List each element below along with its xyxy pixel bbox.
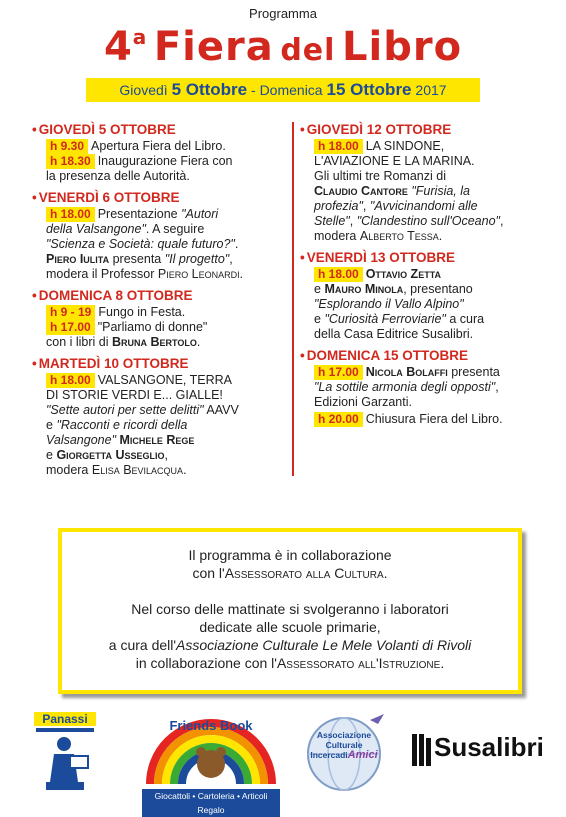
event-title: "Curiosità Ferroviarie" bbox=[324, 312, 446, 326]
title-libro: Libro bbox=[342, 24, 463, 70]
event-text: modera bbox=[314, 229, 357, 243]
event bbox=[46, 207, 282, 282]
sponsor-logos bbox=[0, 704, 566, 815]
box-text: Assessorato all'Istruzione bbox=[276, 655, 441, 671]
day-heading: • VENERDÌ 13 OTTOBRE bbox=[300, 250, 456, 265]
author-name: Giorgetta Usseglio bbox=[56, 448, 165, 462]
box-line bbox=[62, 564, 518, 582]
event-text: Presentazione bbox=[97, 207, 178, 221]
event-text: Edizioni Garzanti. bbox=[314, 395, 412, 409]
event-text: e bbox=[46, 418, 53, 432]
event-text: , bbox=[164, 448, 168, 462]
event-text: . bbox=[183, 463, 187, 477]
event-title: "Avvicinandomi alle bbox=[369, 199, 478, 213]
event-title: Stelle" bbox=[314, 214, 350, 228]
event-text: Chiusura Fiera del Libro. bbox=[365, 412, 503, 426]
event-title: "Scienza e Società: quale futuro?" bbox=[46, 237, 235, 251]
event-text: Fungo in Festa. bbox=[98, 305, 186, 319]
day-label: DOMENICA 15 OTTOBRE bbox=[306, 348, 469, 363]
book-icon bbox=[412, 734, 432, 766]
author-name: Claudio Cantore bbox=[314, 184, 408, 198]
event-title: "Clandestino sull'Oceano" bbox=[356, 214, 500, 228]
event-title: profezia" bbox=[314, 199, 363, 213]
event-text: . bbox=[239, 267, 244, 281]
susalibri-text: Susalibri bbox=[434, 732, 544, 762]
event-text: , bbox=[495, 380, 499, 394]
event-title: Valsangone" bbox=[46, 433, 117, 447]
collaboration-box bbox=[58, 528, 522, 694]
day-heading: • DOMENICA 15 OTTOBRE bbox=[300, 348, 469, 363]
assoc-line bbox=[300, 750, 388, 760]
event-title: "Sette autori per sette delitti" bbox=[46, 403, 204, 417]
author-name: Nicola Bolaffi bbox=[365, 365, 448, 379]
dates-banner bbox=[86, 78, 480, 102]
event-text: , bbox=[349, 214, 354, 228]
day-heading: • GIOVEDÌ 5 OTTOBRE bbox=[32, 122, 176, 137]
dates-mid: - Domenica bbox=[251, 82, 323, 98]
event bbox=[46, 320, 282, 350]
event-text: e bbox=[46, 448, 53, 462]
event-text: e bbox=[314, 312, 321, 326]
event-title: "Racconti e ricordi della bbox=[56, 418, 188, 432]
title-fiera: Fiera bbox=[153, 24, 274, 70]
event-text: e bbox=[314, 282, 321, 296]
panassi-figure-icon bbox=[34, 726, 96, 792]
box-text: . bbox=[440, 655, 445, 671]
box-line: dedicate alle scuole primarie, bbox=[199, 619, 381, 635]
event-text: LA SINDONE, bbox=[365, 139, 445, 153]
event bbox=[46, 305, 282, 320]
event-hour: h 17.00 bbox=[46, 320, 95, 335]
event-title: "La sottile armonia degli opposti" bbox=[314, 380, 496, 394]
event-title: "Autori bbox=[181, 207, 219, 221]
event-title: "Il progetto" bbox=[164, 252, 230, 266]
event-hour: h 18.30 bbox=[46, 154, 95, 169]
assoc-text: Associazione bbox=[316, 730, 372, 740]
dates-start: 5 Ottobre bbox=[171, 80, 248, 99]
box-text: . bbox=[383, 565, 388, 581]
day-heading: • VENERDÌ 6 OTTOBRE bbox=[32, 190, 180, 205]
event bbox=[314, 267, 542, 342]
assoc-text: Culturale bbox=[325, 740, 363, 750]
box-text: con l' bbox=[192, 565, 225, 581]
event-text: . bbox=[234, 237, 239, 251]
box-line: Il programma è in collaborazione bbox=[188, 547, 392, 563]
event-title: "Esplorando il Vallo Alpino" bbox=[314, 297, 464, 311]
friends-book-text: Friends Book bbox=[169, 718, 253, 733]
box-line: Nel corso delle mattinate si svolgeranno i laboratori bbox=[131, 601, 449, 617]
event bbox=[46, 139, 282, 154]
day-label: VENERDÌ 13 OTTOBRE bbox=[306, 250, 456, 265]
event-hour: h 18.00 bbox=[46, 373, 95, 388]
title-number: 4 bbox=[103, 24, 133, 70]
event-text: , bbox=[499, 214, 504, 228]
event-hour: h 20.00 bbox=[314, 412, 363, 427]
day-heading: • GIOVEDÌ 12 OTTOBRE bbox=[300, 122, 452, 137]
assoc-text: Amici bbox=[347, 749, 378, 761]
author-name: Bruna Bertolo bbox=[112, 335, 197, 349]
program-right-column bbox=[292, 122, 542, 476]
event-text: . A seguire bbox=[145, 222, 205, 236]
event-text: Inaugurazione Fiera con bbox=[97, 154, 233, 168]
event bbox=[46, 373, 282, 478]
dates-year: 2017 bbox=[415, 82, 447, 98]
panassi-logo bbox=[34, 712, 96, 796]
day-label: DOMENICA 8 OTTOBRE bbox=[38, 288, 193, 303]
event-text: , bbox=[362, 199, 367, 213]
assoc-text: Incercadi bbox=[310, 750, 348, 760]
event-text: , bbox=[229, 252, 233, 266]
event-text: presenta bbox=[112, 252, 162, 266]
event-title: della Valsangone" bbox=[46, 222, 146, 236]
title-sup: a bbox=[132, 25, 148, 49]
event-text: della Casa Editrice Susalibri. bbox=[314, 327, 474, 341]
box-text: Associazione Culturale Le Mele Volanti di Rivoli bbox=[176, 637, 472, 653]
page-title bbox=[0, 24, 566, 70]
day-label: GIOVEDÌ 5 OTTOBRE bbox=[38, 122, 176, 137]
event bbox=[46, 154, 282, 184]
event-text: Apertura Fiera del Libro. bbox=[91, 139, 226, 153]
event-text: , presentano bbox=[403, 282, 473, 296]
moderator-name: Alberto Tessa bbox=[359, 229, 439, 243]
event-hour: h 9 - 19 bbox=[46, 305, 95, 320]
author-name: Mauro Minola bbox=[324, 282, 404, 296]
day-heading: • DOMENICA 8 OTTOBRE bbox=[32, 288, 193, 303]
event-text: "Parliamo di donne" bbox=[97, 320, 208, 334]
event-text: modera bbox=[46, 463, 89, 477]
event-title: "Furisia, la bbox=[411, 184, 470, 198]
susalibri-logo bbox=[412, 732, 542, 772]
event bbox=[314, 139, 542, 244]
event-text: VALSANGONE, TERRA bbox=[97, 373, 232, 387]
day-label: VENERDÌ 6 OTTOBRE bbox=[38, 190, 180, 205]
event-text: presenta bbox=[451, 365, 500, 379]
box-text: in collaborazione con l' bbox=[135, 655, 277, 671]
dates-pre: Giovedì bbox=[119, 82, 168, 98]
author-name: Michele Rege bbox=[119, 433, 195, 447]
box-text: Assessorato alla Cultura bbox=[224, 565, 384, 581]
event-text: AAVV bbox=[206, 403, 239, 417]
event-text: modera il Professor bbox=[46, 267, 155, 281]
event-hour: h 9.30 bbox=[46, 139, 88, 154]
event-text: la presenza delle Autorità. bbox=[46, 169, 190, 183]
author-name: Piero Iulita bbox=[46, 252, 110, 266]
panassi-text: Panassi bbox=[34, 712, 96, 726]
friends-book-sub: Giocattoli • Cartoleria • Articoli Regalo bbox=[142, 789, 280, 817]
day-label: GIOVEDÌ 12 OTTOBRE bbox=[306, 122, 452, 137]
dates-end: 15 Ottobre bbox=[326, 80, 412, 99]
box-text: a cura dell' bbox=[108, 637, 177, 653]
event-hour: h 17.00 bbox=[314, 365, 363, 380]
event-text: . bbox=[196, 335, 201, 349]
moderator-name: Elisa Bevilacqua bbox=[91, 463, 184, 477]
event-hour: h 18.00 bbox=[46, 207, 95, 222]
event-text: L'AVIAZIONE E LA MARINA. bbox=[314, 154, 475, 168]
programma-label: Programma bbox=[249, 6, 317, 21]
event-text: a cura bbox=[449, 312, 485, 326]
author-name: Ottavio Zetta bbox=[365, 267, 442, 281]
moderator-name: Piero Leonardi bbox=[157, 267, 240, 281]
friends-book-logo bbox=[142, 706, 280, 815]
associazione-logo bbox=[300, 710, 400, 796]
day-label: MARTEDÌ 10 OTTOBRE bbox=[38, 356, 189, 371]
event bbox=[314, 412, 542, 427]
event-text: DI STORIE VERDI E... GIALLE! bbox=[46, 388, 223, 402]
event-text: . bbox=[438, 229, 443, 243]
event-hour: h 18.00 bbox=[314, 267, 363, 282]
day-heading: • MARTEDÌ 10 OTTOBRE bbox=[32, 356, 189, 371]
event-text: Gli ultimi tre Romanzi di bbox=[314, 169, 446, 183]
box-line bbox=[62, 654, 518, 672]
event-text: con i libri di bbox=[46, 335, 109, 349]
box-line bbox=[62, 636, 518, 654]
event-hour: h 18.00 bbox=[314, 139, 363, 154]
title-del: del bbox=[280, 33, 336, 68]
program-left-column bbox=[32, 122, 282, 478]
event bbox=[314, 365, 542, 410]
